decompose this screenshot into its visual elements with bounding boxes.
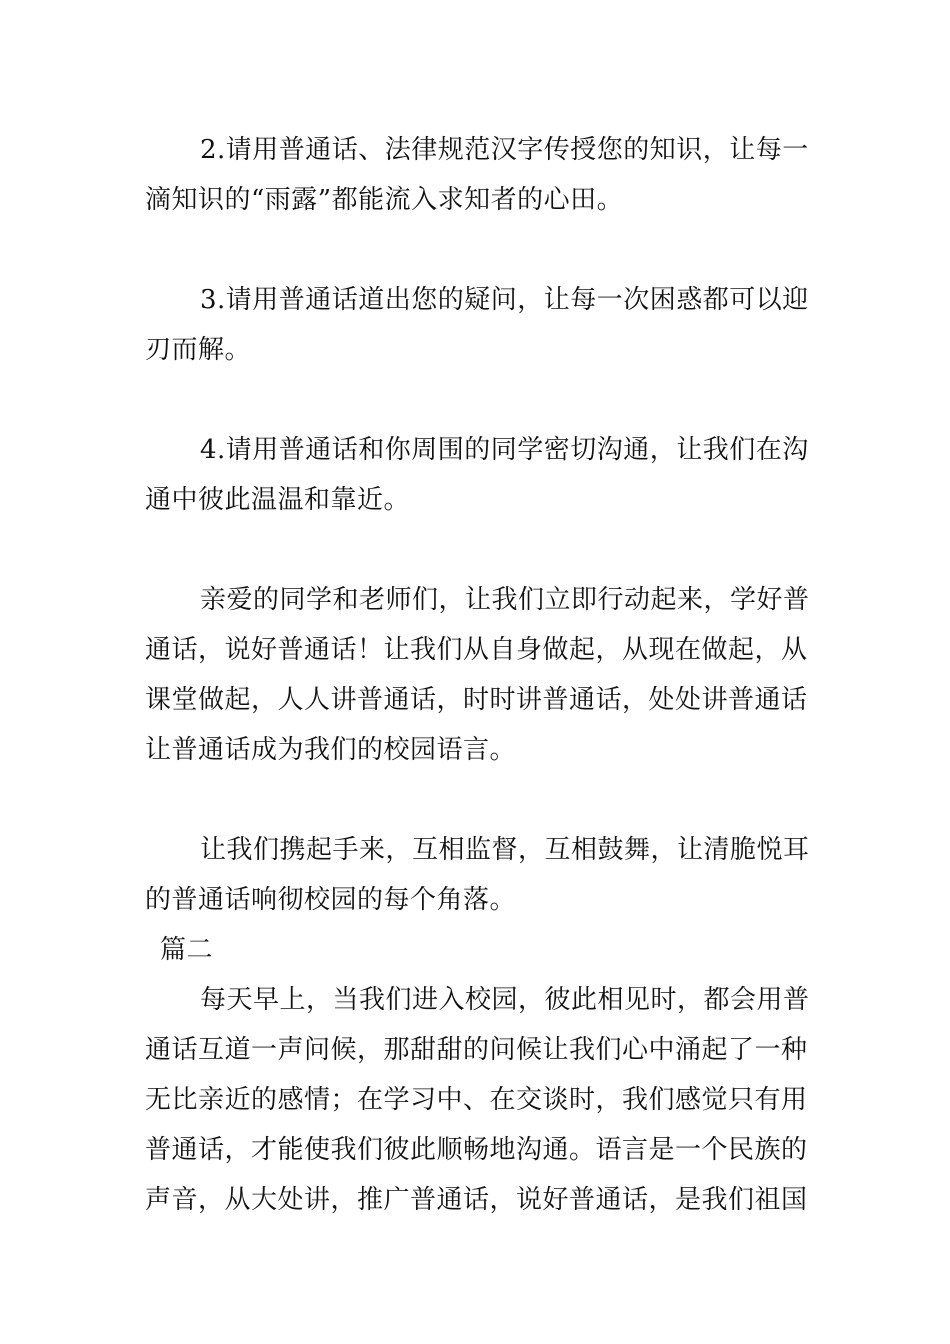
paragraph-line: 通话互道一声问候，那甜甜的问候让我们心中涌起了一种 — [145, 1035, 808, 1065]
paragraph-line: 普通话，才能使我们彼此顺畅地沟通。语言是一个民族的 — [145, 1135, 808, 1165]
paragraph-line: 每天早上，当我们进入校园，彼此相见时，都会用普 — [200, 985, 810, 1015]
paragraph-line: 课堂做起，人人讲普通话，时时讲普通话，处处讲普通话 — [145, 685, 808, 715]
paragraph-line: 让我们携起手来，互相监督，互相鼓舞，让清脆悦耳 — [200, 835, 810, 865]
paragraph-line: 无比亲近的感情；在学习中、在交谈时，我们感觉只有用 — [145, 1085, 808, 1115]
paragraph-line: 刃而解。 — [145, 335, 252, 365]
paragraph-line: 让普通话成为我们的校园语言。 — [145, 735, 517, 765]
paragraph-line: 2.请用普通话、法律规范汉字传授您的知识，让每一 — [200, 135, 809, 165]
paragraph-line: 滴知识的“雨露”都能流入求知者的心田。 — [145, 185, 624, 215]
paragraph-line: 通话，说好普通话！让我们从自身做起，从现在做起，从 — [145, 635, 808, 665]
paragraph-line: 3.请用普通话道出您的疑问，让每一次困惑都可以迎 — [200, 285, 809, 315]
paragraph-line: 4.请用普通话和你周围的同学密切沟通，让我们在沟 — [200, 435, 809, 465]
paragraph-line: 通中彼此温温和靠近。 — [145, 485, 411, 515]
paragraph-line: 声音，从大处讲，推广普通话，说好普通话，是我们祖国 — [145, 1185, 808, 1215]
section-heading: 篇二 — [160, 935, 214, 965]
paragraph-line: 的普通话响彻校园的每个角落。 — [145, 885, 517, 915]
paragraph-line: 亲爱的同学和老师们，让我们立即行动起来，学好普 — [200, 585, 810, 615]
